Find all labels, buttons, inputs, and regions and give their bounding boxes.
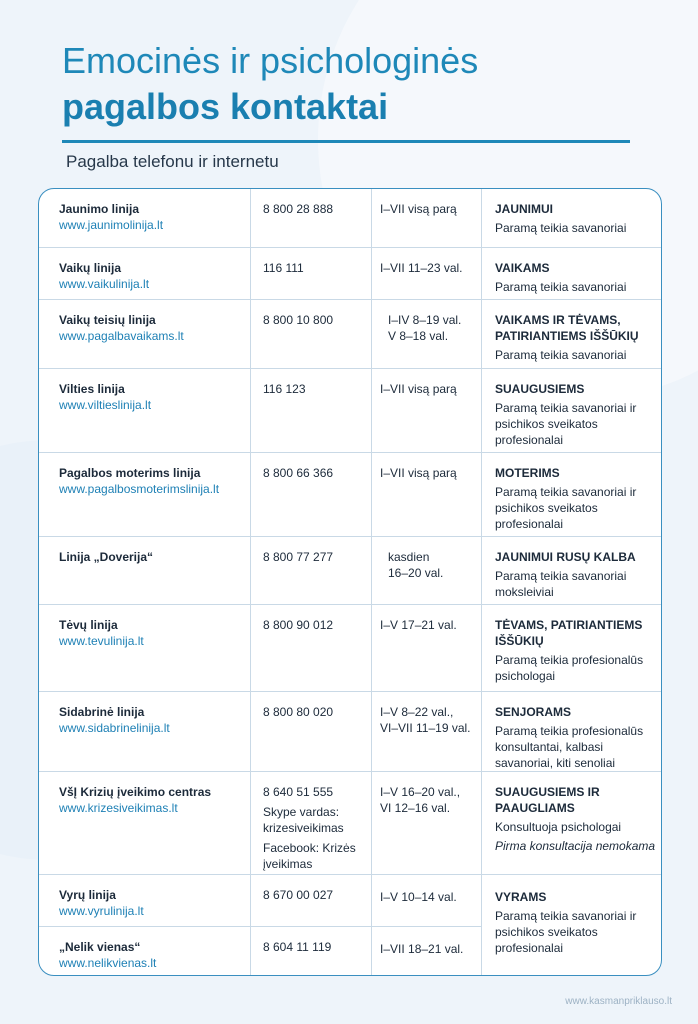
- phone-number: 8 670 00 027: [263, 888, 334, 902]
- contact-name: VšĮ Krizių įveikimo centras: [59, 785, 212, 799]
- hours-text: I–V 8–22 val.,: [380, 705, 454, 719]
- audience-description: Paramą teikia savanoriai moksleiviai: [495, 569, 627, 599]
- contact-name-cell: [59, 248, 249, 299]
- audience-category: VAIKAMS IR TĖVAMS, PATIRIANTIEMS IŠŠŪKIŲ: [495, 313, 639, 343]
- hours-text: I–V 10–14 val.: [380, 890, 457, 904]
- contacts-table: [38, 188, 662, 976]
- contact-name: Linija „Doverija“: [59, 550, 154, 564]
- phone-cell: [263, 453, 371, 536]
- phone-cell: [263, 875, 371, 927]
- hours-cell: [380, 369, 484, 452]
- contact-website-link[interactable]: www.vyrulinija.lt: [59, 904, 144, 918]
- contact-name: Pagalbos moterims linija: [59, 466, 201, 480]
- phone-number: 8 800 90 012: [263, 618, 334, 632]
- hours-cell: [380, 875, 484, 927]
- table-row: [39, 189, 661, 248]
- audience-description: Paramą teikia savanoriai: [495, 280, 627, 294]
- phone-number: 8 800 77 277: [263, 550, 334, 564]
- hours-cell: [380, 605, 484, 691]
- hours-cell: [380, 772, 484, 874]
- contact-name-cell: [59, 369, 249, 452]
- hours-text: I–V 17–21 val.: [380, 618, 457, 632]
- audience-category: VAIKAMS: [495, 261, 550, 275]
- audience-cell: [495, 453, 661, 536]
- table-row: [39, 300, 661, 369]
- contact-website-link[interactable]: www.sidabrinelinija.lt: [59, 721, 170, 735]
- audience-description: Paramą teikia profesionalūs psichologai: [495, 653, 644, 683]
- contact-website-link[interactable]: www.vaikulinija.lt: [59, 277, 150, 291]
- contact-website-link[interactable]: www.krizesiveikimas.lt: [59, 801, 178, 815]
- phone-cell: [263, 605, 371, 691]
- hours-text: I–IV 8–19 val.: [388, 313, 462, 327]
- phone-cell: [263, 300, 371, 368]
- hours-cell: [380, 453, 484, 536]
- hours-text: I–VII 11–23 val.: [380, 261, 463, 275]
- contact-website-link[interactable]: www.viltieslinija.lt: [59, 398, 152, 412]
- contact-name-cell: [59, 692, 249, 771]
- audience-category: SENJORAMS: [495, 705, 572, 719]
- phone-number: 8 800 66 366: [263, 466, 334, 480]
- phone-number: 8 604 11 119: [263, 940, 332, 954]
- contact-name: Vaikų teisių linija: [59, 313, 156, 327]
- hours-text: I–VII visą parą: [380, 466, 457, 480]
- table-row: [39, 537, 661, 605]
- phone-number: 8 800 80 020: [263, 705, 334, 719]
- hours-cell: [380, 927, 484, 975]
- audience-description: Paramą teikia profesionalūs konsultantai, kalbasi savanoriai, kiti senoliai: [495, 724, 644, 770]
- audience-cell: [495, 772, 661, 874]
- audience-category: SUAUGUSIEMS: [495, 382, 585, 396]
- title-divider: [62, 140, 630, 143]
- hours-cell: [380, 692, 484, 771]
- contact-name: Sidabrinė linija: [59, 705, 145, 719]
- hours-text: VI–VII 11–19 val.: [380, 721, 471, 735]
- hours-text: I–V 16–20 val.,: [380, 785, 461, 799]
- footer-website-link[interactable]: www.kasmanpriklauso.lt: [565, 996, 672, 1007]
- audience-description: Paramą teikia savanoriai ir psichikos sveikatos profesionalai: [495, 909, 637, 955]
- hours-cell: [380, 537, 484, 604]
- skype-contact: Skype vardas: krizesiveikimas: [263, 805, 344, 835]
- audience-category: JAUNIMUI RUSŲ KALBA: [495, 550, 636, 564]
- phone-cell: [263, 248, 371, 299]
- phone-number: 8 800 28 888: [263, 202, 334, 216]
- hours-text: 16–20 val.: [388, 566, 444, 580]
- audience-description: Konsultuoja psichologai: [495, 820, 622, 834]
- table-row: [39, 453, 661, 537]
- phone-cell: [263, 927, 371, 975]
- audience-cell: [495, 605, 661, 691]
- contact-name: Vilties linija: [59, 382, 125, 396]
- phone-number: 8 640 51 555: [263, 785, 334, 799]
- audience-cell: [495, 189, 661, 247]
- phone-cell: [263, 369, 371, 452]
- hours-cell: [380, 189, 484, 247]
- contact-name-cell: [59, 927, 249, 975]
- hours-cell: [380, 248, 484, 299]
- title-line-1: Emocinės ir psichologinės: [62, 40, 479, 81]
- phone-number: 116 111: [263, 261, 304, 275]
- contact-name-cell: [59, 453, 249, 536]
- contact-name: Vyrų linija: [59, 888, 116, 902]
- contact-website-link[interactable]: www.pagalbosmoterimslinija.lt: [59, 482, 220, 496]
- hours-text: I–VII visą parą: [380, 382, 457, 396]
- hours-text: VI 12–16 val.: [380, 801, 451, 815]
- phone-cell: [263, 692, 371, 771]
- contact-website-link[interactable]: www.jaunimolinija.lt: [59, 218, 164, 232]
- contact-name-cell: [59, 875, 249, 927]
- audience-cell: [495, 369, 661, 452]
- phone-number: 116 123: [263, 382, 306, 396]
- page-title: [62, 38, 662, 130]
- hours-text: V 8–18 val.: [388, 329, 449, 343]
- facebook-contact: Facebook: Krizės įveikimas: [263, 841, 356, 871]
- audience-category: JAUNIMUI: [495, 202, 554, 216]
- table-row: [39, 605, 661, 692]
- hours-text: I–VII 18–21 val.: [380, 942, 464, 956]
- audience-category: MOTERIMS: [495, 466, 560, 480]
- audience-category: VYRAMS: [495, 890, 547, 904]
- phone-number: 8 800 10 800: [263, 313, 334, 327]
- table-row: [39, 772, 661, 875]
- audience-description: Paramą teikia savanoriai: [495, 348, 627, 362]
- contact-name-cell: [59, 300, 249, 368]
- contact-website-link[interactable]: www.tevulinija.lt: [59, 634, 144, 648]
- phone-cell: [263, 772, 371, 874]
- phone-cell: [263, 537, 371, 604]
- audience-description: Paramą teikia savanoriai ir psichikos sveikatos profesionalai: [495, 485, 637, 531]
- contact-website-link[interactable]: www.pagalbavaikams.lt: [59, 329, 184, 343]
- hours-text: kasdien: [388, 550, 430, 564]
- title-line-2: pagalbos kontaktai: [62, 86, 389, 127]
- audience-description: Paramą teikia savanoriai ir psichikos sveikatos profesionalai: [495, 401, 637, 447]
- section-subtitle: Pagalba telefonu ir internetu: [66, 152, 279, 171]
- contact-website-link[interactable]: www.nelikvienas.lt: [59, 956, 157, 970]
- audience-category: SUAUGUSIEMS IR PAAUGLIAMS: [495, 785, 600, 815]
- contact-name: Tėvų linija: [59, 618, 118, 632]
- phone-cell: [263, 189, 371, 247]
- contact-name-cell: [59, 189, 249, 247]
- contact-name-cell: [59, 772, 249, 874]
- contact-name: „Nelik vienas“: [59, 940, 141, 954]
- audience-cell: [495, 300, 661, 368]
- contact-name: Vaikų linija: [59, 261, 122, 275]
- table-row: [39, 692, 661, 772]
- table-row: [39, 248, 661, 300]
- audience-description: Paramą teikia savanoriai: [495, 221, 627, 235]
- contact-name-cell: [59, 537, 249, 604]
- audience-category: TĖVAMS, PATIRIANTIEMS IŠŠŪKIŲ: [495, 618, 643, 648]
- table-row: [39, 927, 661, 975]
- table-row: [39, 369, 661, 453]
- hours-cell: [380, 300, 484, 368]
- contact-name-cell: [59, 605, 249, 691]
- audience-cell: [495, 537, 661, 604]
- audience-cell: [495, 692, 661, 771]
- hours-text: I–VII visą parą: [380, 202, 457, 216]
- contact-name: Jaunimo linija: [59, 202, 140, 216]
- audience-note: Pirma konsultacija nemokama: [495, 839, 656, 853]
- audience-cell: [495, 248, 661, 299]
